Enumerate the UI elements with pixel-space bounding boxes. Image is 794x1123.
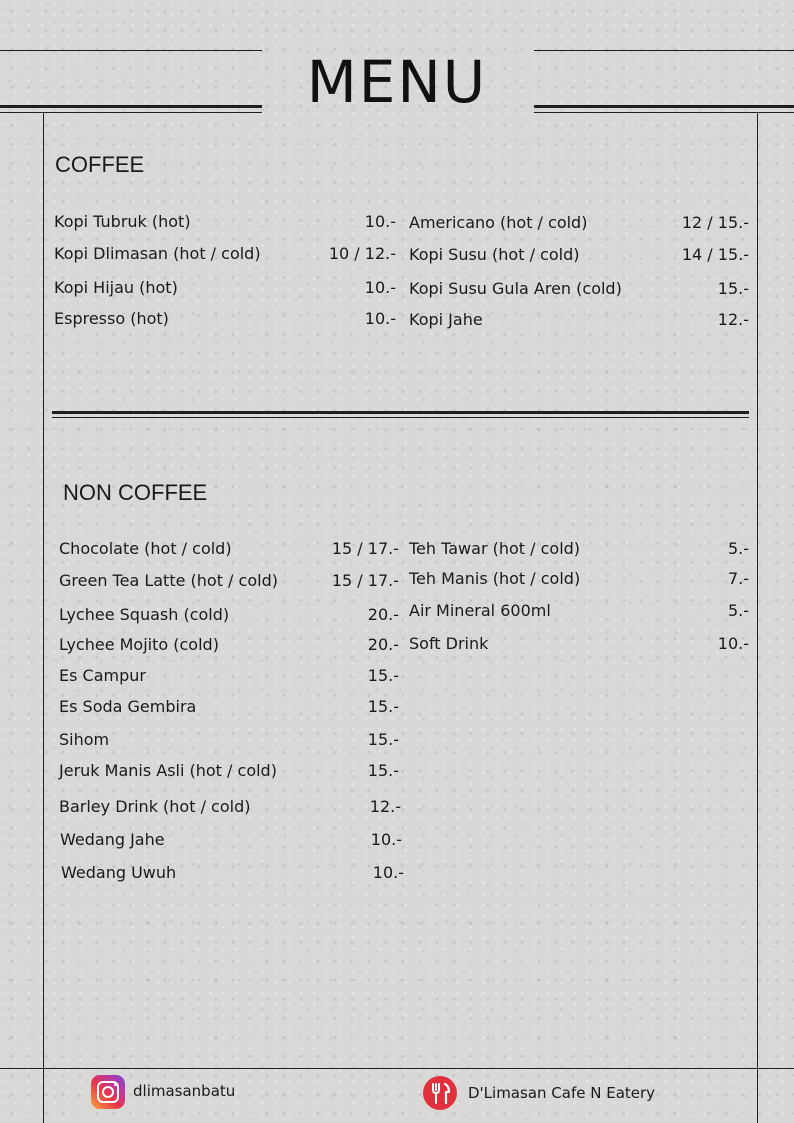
non-coffee-item-green-tea-latte <box>59 568 399 592</box>
brand-name: D'Limasan Cafe N Eatery <box>468 1084 656 1102</box>
coffee-item-kopi-hijau <box>54 275 396 299</box>
item-name: Kopi Susu Gula Aren (cold) <box>409 278 622 298</box>
item-name: Wedang Uwuh <box>61 862 177 882</box>
item-price: 15.- <box>367 696 399 716</box>
item-name: Sihom <box>59 729 110 749</box>
item-price: 10.- <box>364 308 396 328</box>
item-price: 10.- <box>717 633 749 653</box>
instagram-icon[interactable] <box>91 1075 125 1109</box>
non-coffee-item-es-campur <box>59 663 399 687</box>
item-price: 10.- <box>372 862 404 882</box>
header-rule-left-lower <box>0 112 262 113</box>
item-price: 15.- <box>367 760 399 780</box>
item-name: Kopi Dlimasan (hot / cold) <box>54 243 261 263</box>
item-name: Wedang Jahe <box>60 829 165 849</box>
item-price: 12.- <box>369 796 401 816</box>
coffee-item-kopi-jahe <box>409 307 749 331</box>
item-price: 12 / 15.- <box>681 212 749 232</box>
item-price: 12.- <box>717 309 749 329</box>
item-price: 10.- <box>364 277 396 297</box>
header-rule-left-thin <box>0 50 262 51</box>
item-price: 20.- <box>367 634 399 654</box>
non-coffee-item-jeruk-manis-asli <box>59 758 399 782</box>
item-name: Kopi Jahe <box>409 309 483 329</box>
item-price: 7.- <box>727 568 749 588</box>
coffee-item-kopi-tubruk <box>54 209 396 233</box>
item-price: 15 / 17.- <box>331 538 399 558</box>
fork-knife-icon <box>423 1076 457 1110</box>
coffee-item-kopi-susu <box>409 242 749 266</box>
coffee-item-kopi-susu-gula-aren <box>409 276 749 300</box>
non-coffee-item-barley-drink <box>59 794 401 818</box>
non-coffee-item-es-soda-gembira <box>59 694 399 718</box>
non-coffee-item-wedang-jahe <box>60 827 402 851</box>
item-price: 5.- <box>727 538 749 558</box>
item-name: Americano (hot / cold) <box>409 212 588 232</box>
item-name: Kopi Susu (hot / cold) <box>409 244 580 264</box>
item-name: Jeruk Manis Asli (hot / cold) <box>59 760 277 780</box>
non-coffee-item-lychee-squash <box>59 602 399 626</box>
non-coffee-section-title: NON COFFEE <box>63 480 208 505</box>
item-price: 15 / 17.- <box>331 570 399 590</box>
section-divider-thin <box>52 417 749 418</box>
item-price: 10.- <box>364 211 396 231</box>
coffee-item-americano <box>409 210 749 234</box>
item-name: Espresso (hot) <box>54 308 169 328</box>
non-coffee-item-sihom <box>59 727 399 751</box>
non-coffee-item-soft-drink <box>409 631 749 655</box>
item-price: 15.- <box>717 278 749 298</box>
item-price: 10.- <box>370 829 402 849</box>
header-rule-left-thick <box>0 105 262 108</box>
item-price: 15.- <box>367 665 399 685</box>
page-title: MENU <box>306 48 488 116</box>
header-rule-right-thin <box>534 50 794 51</box>
non-coffee-item-lychee-mojito <box>59 632 399 656</box>
item-name: Lychee Mojito (cold) <box>59 634 219 654</box>
non-coffee-item-chocolate <box>59 536 399 560</box>
coffee-section-title: COFFEE <box>55 152 145 177</box>
item-price: 5.- <box>727 600 749 620</box>
instagram-icon-lens <box>102 1086 114 1098</box>
item-name: Teh Manis (hot / cold) <box>409 568 581 588</box>
frame-left-border <box>43 112 44 1123</box>
non-coffee-item-air-mineral <box>409 598 749 622</box>
item-price: 15.- <box>367 729 399 749</box>
item-name: Air Mineral 600ml <box>409 600 551 620</box>
item-price: 10 / 12.- <box>328 243 396 263</box>
item-name: Kopi Hijau (hot) <box>54 277 178 297</box>
header-rule-right-thick <box>534 105 794 108</box>
item-name: Barley Drink (hot / cold) <box>59 796 251 816</box>
coffee-item-kopi-dlimasan <box>54 241 396 265</box>
item-name: Lychee Squash (cold) <box>59 604 230 624</box>
item-name: Es Soda Gembira <box>59 696 197 716</box>
fork-knife-svg <box>423 1076 457 1110</box>
footer-rule <box>0 1068 794 1069</box>
header-rule-right-lower <box>534 112 794 113</box>
non-coffee-item-wedang-uwuh <box>61 860 404 884</box>
item-name: Chocolate (hot / cold) <box>59 538 232 558</box>
coffee-item-espresso <box>54 306 396 330</box>
item-name: Kopi Tubruk (hot) <box>54 211 191 231</box>
item-price: 14 / 15.- <box>681 244 749 264</box>
item-name: Es Campur <box>59 665 146 685</box>
item-name: Soft Drink <box>409 633 489 653</box>
instagram-icon-dot <box>114 1083 117 1086</box>
instagram-handle[interactable]: dlimasanbatu <box>133 1082 236 1100</box>
section-divider-thick <box>52 411 749 414</box>
non-coffee-item-teh-tawar <box>409 536 749 560</box>
item-price: 20.- <box>367 604 399 624</box>
frame-right-border <box>757 112 758 1123</box>
item-name: Green Tea Latte (hot / cold) <box>59 570 278 590</box>
non-coffee-item-teh-manis <box>409 566 749 590</box>
item-name: Teh Tawar (hot / cold) <box>409 538 581 558</box>
